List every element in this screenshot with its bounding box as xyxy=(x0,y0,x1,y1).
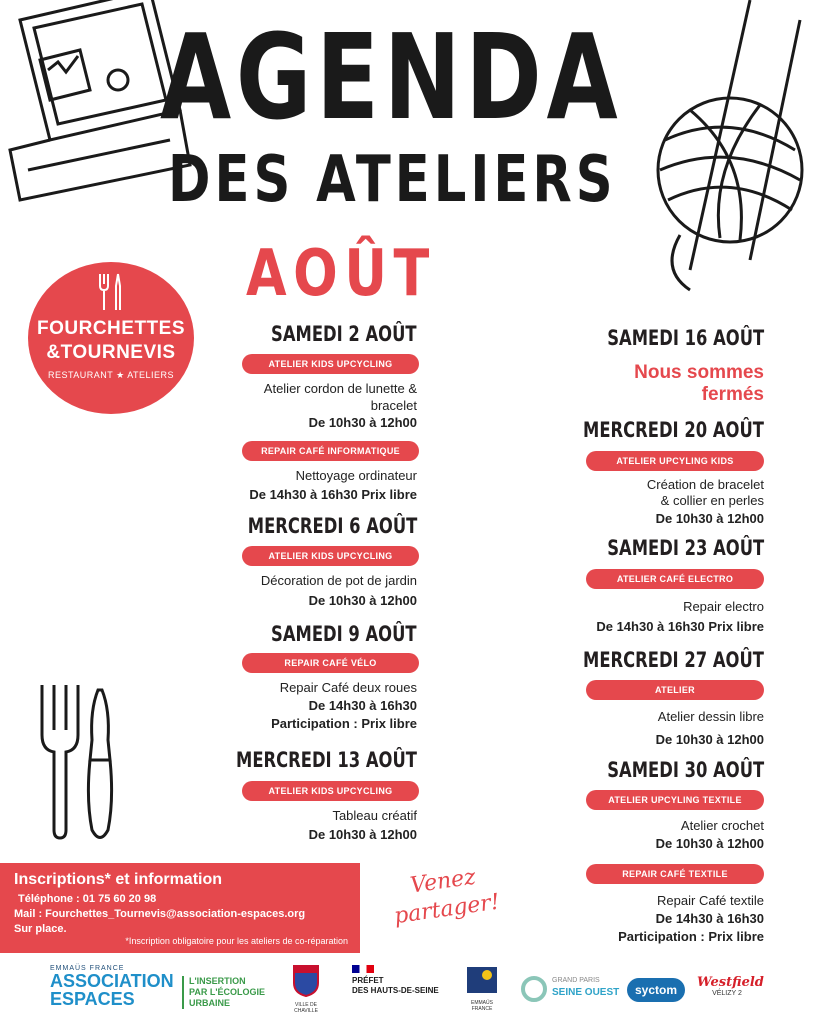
event-time: De 14h30 à 16h30 Prix libre xyxy=(249,487,417,502)
registration-info-box xyxy=(0,863,360,953)
event-description: Atelier cordon de lunette & xyxy=(263,381,417,396)
espaces-logo-line1: ASSOCIATION xyxy=(50,971,174,991)
event-time: De 10h30 à 12h00 xyxy=(308,593,417,608)
shield-icon xyxy=(293,965,319,997)
event-time: De 10h30 à 12h00 xyxy=(308,827,417,842)
info-place: Sur place. xyxy=(14,923,67,935)
category-pill: ATELIER CAFÉ ELECTRO xyxy=(586,569,764,589)
day-heading: SAMEDI 16 AOÛT xyxy=(607,326,764,350)
logo-line3: RESTAURANT ★ ATELIERS xyxy=(47,370,175,380)
info-phone: Téléphone : 01 75 60 20 98 xyxy=(18,893,157,905)
day-heading: MERCREDI 20 AOÛT xyxy=(583,418,764,442)
event-description: Nettoyage ordinateur xyxy=(295,468,417,483)
syctom-logo xyxy=(627,978,685,1002)
gpso-line: GRAND PARIS xyxy=(552,977,600,984)
event-time: De 10h30 à 12h00 xyxy=(655,511,764,526)
event-description: Tableau créatif xyxy=(332,808,417,823)
emmaus-icon xyxy=(465,965,499,995)
event-description: bracelet xyxy=(370,398,417,413)
westfield-sub: VÉLIZY 2 xyxy=(712,990,742,997)
prefet-line: PRÉFET xyxy=(352,976,384,985)
event-time: De 10h30 à 12h00 xyxy=(655,732,764,747)
info-mail: Mail : Fourchettes_Tournevis@association-espaces.org xyxy=(14,908,306,920)
fourchettes-tournevis-logo xyxy=(28,262,194,414)
syctom-label: syctom xyxy=(634,983,678,997)
chaville-label: VILLE DE CHAVILLE xyxy=(294,1002,318,1014)
event-time: De 14h30 à 16h30 xyxy=(308,698,417,713)
event-description: Repair Café textile xyxy=(657,893,764,908)
espaces-logo-line2: ESPACES xyxy=(50,989,135,1009)
emmaus-label: EMMAÜS FRANCE xyxy=(471,1000,493,1012)
category-pill: REPAIR CAFÉ TEXTILE xyxy=(586,864,764,884)
insertion-line: URBAINE xyxy=(189,998,231,1008)
day-heading: SAMEDI 23 AOÛT xyxy=(607,536,764,560)
emmaus-logo xyxy=(462,965,502,1012)
logo-line2: &TOURNEVIS xyxy=(46,342,176,363)
category-pill: ATELIER UPCYLING KIDS xyxy=(586,451,764,471)
event-time: De 14h30 à 16h30 Prix libre xyxy=(596,619,764,634)
gpso-circle-icon xyxy=(520,975,548,1003)
day-heading: SAMEDI 9 AOÛT xyxy=(271,622,417,646)
event-description: Repair electro xyxy=(683,599,764,614)
day-heading: SAMEDI 30 AOÛT xyxy=(607,758,764,782)
insertion-line: L'INSERTION xyxy=(189,976,246,986)
day-heading: MERCREDI 27 AOÛT xyxy=(583,648,764,672)
venez-partager-text xyxy=(377,859,514,933)
category-pill: ATELIER UPCYLING TEXTILE xyxy=(586,790,764,810)
chaville-logo xyxy=(288,965,324,1014)
event-description: & collier en perles xyxy=(660,493,764,508)
event-time: Participation : Prix libre xyxy=(271,716,417,731)
category-pill: REPAIR CAFÉ INFORMATIQUE xyxy=(242,441,419,461)
prefet-logo xyxy=(352,965,442,996)
flag-icon xyxy=(352,965,374,973)
category-pill: ATELIER KIDS UPCYCLING xyxy=(242,546,419,566)
fork-screwdriver-icon xyxy=(96,272,126,312)
prefet-line: DES HAUTS-DE-SEINE xyxy=(352,986,439,995)
day-heading: SAMEDI 2 AOÛT xyxy=(271,322,417,346)
category-pill: ATELIER KIDS UPCYCLING xyxy=(242,781,419,801)
westfield-logo xyxy=(697,975,764,997)
event-time: Participation : Prix libre xyxy=(618,929,764,944)
left-column xyxy=(230,322,417,852)
title-agenda: AGENDA xyxy=(160,8,623,146)
westfield-label: Westfield xyxy=(697,975,764,990)
category-pill: ATELIER KIDS UPCYCLING xyxy=(242,354,419,374)
day-heading: MERCREDI 13 AOÛT xyxy=(236,748,417,772)
event-description: Repair Café deux roues xyxy=(279,680,417,695)
script-line1: Venez xyxy=(408,864,478,899)
info-heading: Inscriptions* et information xyxy=(14,871,223,888)
event-description: Création de bracelet xyxy=(646,477,764,492)
category-pill: REPAIR CAFÉ VÉLO xyxy=(242,653,419,673)
yarn-ball-illustration xyxy=(630,0,819,300)
logo-line1: FOURCHETTES xyxy=(37,318,185,339)
script-line2: partager! xyxy=(392,889,502,930)
event-description: Décoration de pot de jardin xyxy=(260,573,417,588)
espaces-logo-top: EMMAÜS FRANCE xyxy=(50,965,125,972)
closed-notice: Nous sommes xyxy=(634,362,764,383)
info-note: *Inscription obligatoire pour les ateliers de co-réparation xyxy=(125,936,348,946)
month-title: AOÛT xyxy=(246,237,436,311)
insertion-line: PAR L'ÉCOLOGIE xyxy=(189,987,265,997)
event-time: De 14h30 à 16h30 xyxy=(655,911,764,926)
gpso-line: SEINE OUEST xyxy=(552,987,620,998)
event-time: De 10h30 à 12h00 xyxy=(655,836,764,851)
fork-screwdriver-illustration xyxy=(30,680,130,850)
event-description: Atelier crochet xyxy=(680,818,764,833)
title-des-ateliers: DES ATELIERS xyxy=(168,143,617,217)
right-column xyxy=(570,326,764,951)
insertion-logo-text xyxy=(182,976,265,1009)
category-pill: ATELIER xyxy=(586,680,764,700)
event-description: Atelier dessin libre xyxy=(657,709,764,724)
event-time: De 10h30 à 12h00 xyxy=(308,415,417,430)
day-heading: MERCREDI 6 AOÛT xyxy=(247,514,417,538)
closed-notice: fermés xyxy=(701,384,764,405)
